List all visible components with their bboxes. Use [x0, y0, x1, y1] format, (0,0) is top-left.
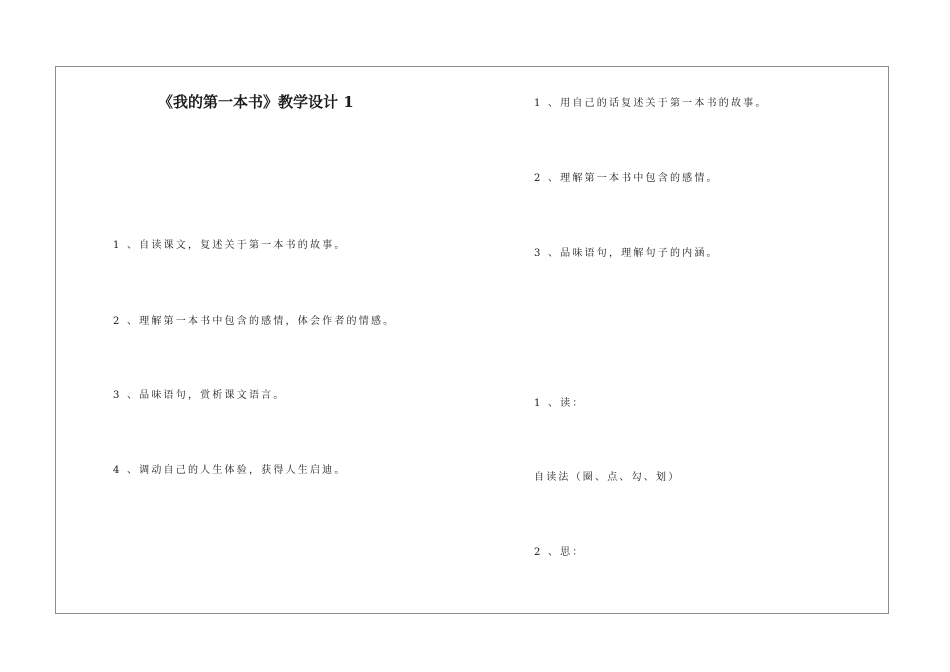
process-step-read: 1 、读： [534, 398, 585, 409]
objective-2: 2 、理解第一本书中包含的感情，体会作者的情感。 [113, 316, 396, 327]
key-point-1: 1 、用自己的话复述关于第一本书的故事。 [534, 98, 768, 109]
objective-4: 4 、调动自己的人生体验，获得人生启迪。 [113, 465, 347, 476]
key-point-2: 2 、理解第一本书中包含的感情。 [534, 173, 719, 184]
process-method: 自读法（圈、点、勾、划） [534, 472, 681, 483]
key-point-3: 3 、品味语句，理解句子的内涵。 [534, 248, 719, 259]
document-frame [55, 66, 889, 614]
objective-1: 1 、自读课文，复述关于第一本书的故事。 [113, 240, 347, 251]
objective-3: 3 、品味语句，赏析课文语言。 [113, 390, 286, 401]
process-step-think: 2 、思： [534, 547, 585, 558]
document-title: 《我的第一本书》教学设计 1 [158, 93, 354, 111]
